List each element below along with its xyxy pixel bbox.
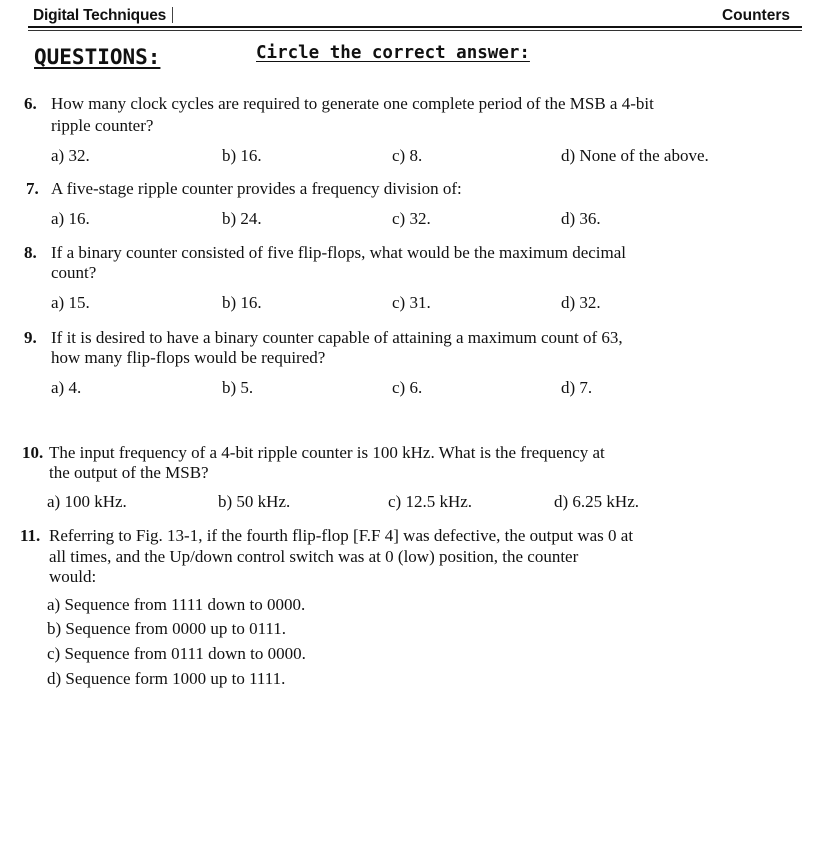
option-a[interactable]: a) 32. xyxy=(51,146,90,165)
option-c[interactable]: c) 6. xyxy=(392,378,423,397)
option-c[interactable]: c) 31. xyxy=(392,293,431,312)
option-a[interactable]: a) 15. xyxy=(51,293,90,312)
question-number: 6. xyxy=(24,94,37,113)
option-d[interactable]: d) 36. xyxy=(561,209,601,228)
option-d[interactable]: d) 32. xyxy=(561,293,601,312)
question-text-line: would: xyxy=(49,567,97,586)
option-b[interactable]: b) 16. xyxy=(222,293,262,312)
option-b[interactable]: b) 24. xyxy=(222,209,262,228)
option-c[interactable]: c) 32. xyxy=(392,209,431,228)
option-c[interactable]: c) 12.5 kHz. xyxy=(388,492,473,511)
option-d[interactable]: d) None of the above. xyxy=(561,146,709,165)
question-text-line: how many flip-flops would be required? xyxy=(51,348,326,367)
option-b[interactable]: b) Sequence from 0000 up to 0111. xyxy=(47,619,287,638)
option-b[interactable]: b) 5. xyxy=(222,378,254,397)
question-number: 11. xyxy=(20,526,41,545)
option-a[interactable]: a) 16. xyxy=(51,209,90,228)
option-b[interactable]: b) 16. xyxy=(222,146,262,165)
question-number: 7. xyxy=(26,179,39,198)
section-title: QUESTIONS: xyxy=(34,45,161,69)
option-c[interactable]: c) Sequence from 0111 down to 0000. xyxy=(47,644,306,663)
header-rule-thin xyxy=(28,30,802,31)
section-instruction: Circle the correct answer: xyxy=(256,43,530,63)
question-number: 10. xyxy=(22,443,44,462)
option-d[interactable]: d) 6.25 kHz. xyxy=(554,492,639,511)
option-d[interactable]: d) Sequence form 1000 up to 1111. xyxy=(47,669,286,688)
question-number: 8. xyxy=(24,243,37,262)
header-rule xyxy=(28,26,802,28)
question-text-line: If it is desired to have a binary counter capable of attaining a maximum count of 63, xyxy=(51,328,623,347)
question-text-line: the output of the MSB? xyxy=(49,463,209,482)
question-text-line: If a binary counter consisted of five flip-flops, what would be the maximum decimal xyxy=(51,243,627,262)
question-text-line: count? xyxy=(51,263,97,282)
option-c[interactable]: c) 8. xyxy=(392,146,423,165)
option-a[interactable]: a) 4. xyxy=(51,378,82,397)
question-text-line: How many clock cycles are required to generate one complete period of the MSB a 4-bit xyxy=(51,94,654,113)
question-text-line: The input frequency of a 4-bit ripple counter is 100 kHz. What is the frequency at xyxy=(49,443,605,462)
header-subject: Digital Techniques xyxy=(33,7,173,25)
header-topic: Counters xyxy=(721,7,790,24)
option-d[interactable]: d) 7. xyxy=(561,378,593,397)
question-text-line: ripple counter? xyxy=(51,116,154,135)
page-header xyxy=(30,4,792,28)
question-text-line: all times, and the Up/down control switch was at 0 (low) position, the counter xyxy=(49,547,579,566)
option-a[interactable]: a) 100 kHz. xyxy=(47,492,127,511)
option-a[interactable]: a) Sequence from 1111 down to 0000. xyxy=(47,595,306,614)
question-text-line: Referring to Fig. 13-1, if the fourth flip-flop [F.F 4] was defective, the output was 0 at xyxy=(49,526,634,545)
option-b[interactable]: b) 50 kHz. xyxy=(218,492,291,511)
question-text-line: A five-stage ripple counter provides a frequency division of: xyxy=(51,179,462,198)
question-number: 9. xyxy=(24,328,37,347)
